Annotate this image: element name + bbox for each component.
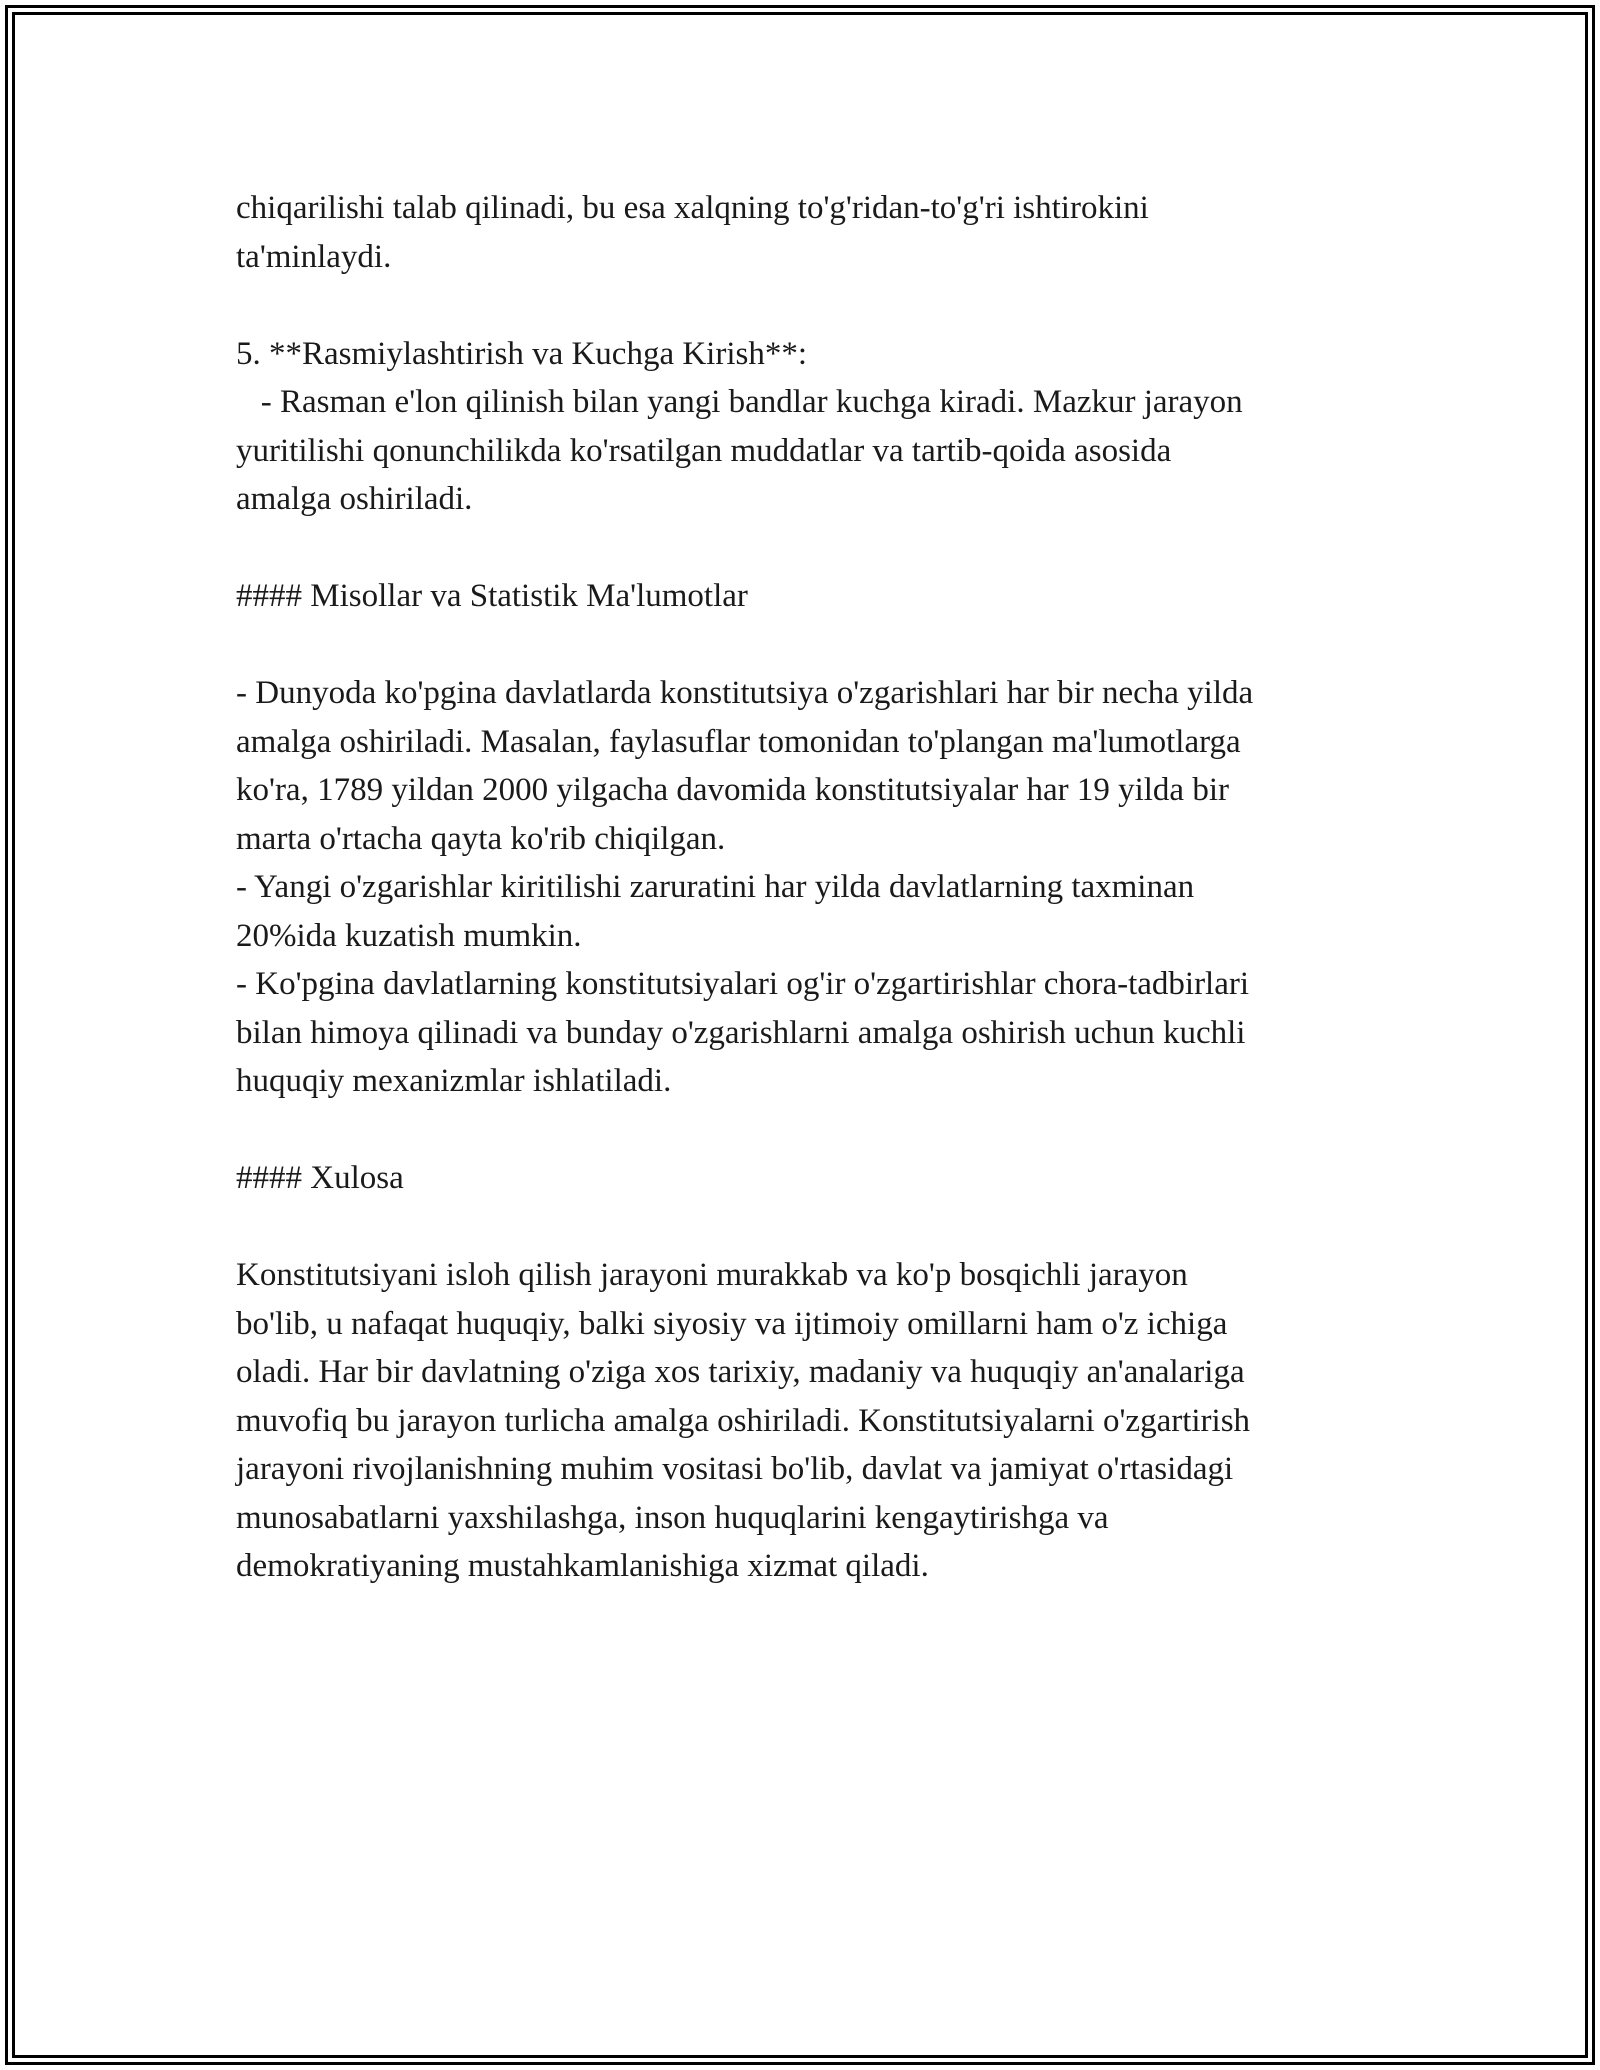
document-body	[236, 184, 1386, 1591]
paragraph-gap	[236, 1106, 1386, 1155]
heading-misollar: #### Misollar va Statistik Ma'lumotlar	[236, 578, 748, 614]
paragraph-continuation: chiqarilishi talab qilinadi, bu esa xalqning to'g'ridan-to'g'ri ishtirokini ta'minlaydi.	[236, 190, 1149, 275]
bullet-list-statistics: - Dunyoda ko'pgina davlatlarda konstitutsiya o'zgarishlari har bir necha yilda amalga oshiriladi. Masalan, faylasuflar tomonidan to'plangan ma'lumotlarga ko'ra, 1789 yildan 2000 yilgacha davomida konstitutsiyalar har 19 yilda bir marta o'rtacha qayta ko'rib chiqilgan. - Yangi o'zgarishlar kiritilishi zaruratini har yilda davlatlarning taxminan 20%ida kuzatish mumkin. - Ko'pgina davlatlarning konstitutsiyalari og'ir o'zgartirishlar chora-tadbirlari bilan himoya qilinadi va bunday o'zgarishlarni amalga oshirish uchun kuchli huquqiy mexanizmlar ishlatiladi.	[236, 675, 1254, 1099]
list-item-rasmiylashtirish: 5. **Rasmiylashtirish va Kuchga Kirish**: - Rasman e'lon qilinish bilan yangi bandlar kuchga kiradi. Mazkur jarayon yuritilishi qonunchilikda ko'rsatilgan muddatlar va tartib-qoida asosida amalga oshiriladi.	[236, 335, 1243, 517]
paragraph-gap	[236, 621, 1386, 670]
paragraph-gap	[236, 524, 1386, 573]
paragraph-gap	[236, 1203, 1386, 1252]
paragraph-gap	[236, 281, 1386, 330]
heading-xulosa: #### Xulosa	[236, 1160, 404, 1196]
paragraph-conclusion: Konstitutsiyani isloh qilish jarayoni murakkab va ko'p bosqichli jarayon bo'lib, u nafaqat huquqiy, balki siyosiy va ijtimoiy omillarni ham o'z ichiga oladi. Har bir davlatning o'ziga xos tarixiy, madaniy va huquqiy an'analariga muvofiq bu jarayon turlicha amalga oshiriladi. Konstitutsiyalarni o'zgartirish jarayoni rivojlanishning muhim vositasi bo'lib, davlat va jamiyat o'rtasidagi munosabatlarni yaxshilashga, inson huquqlarini kengaytirishga va demokratiyaning mustahkamlanishiga xizmat qiladi.	[236, 1257, 1251, 1584]
